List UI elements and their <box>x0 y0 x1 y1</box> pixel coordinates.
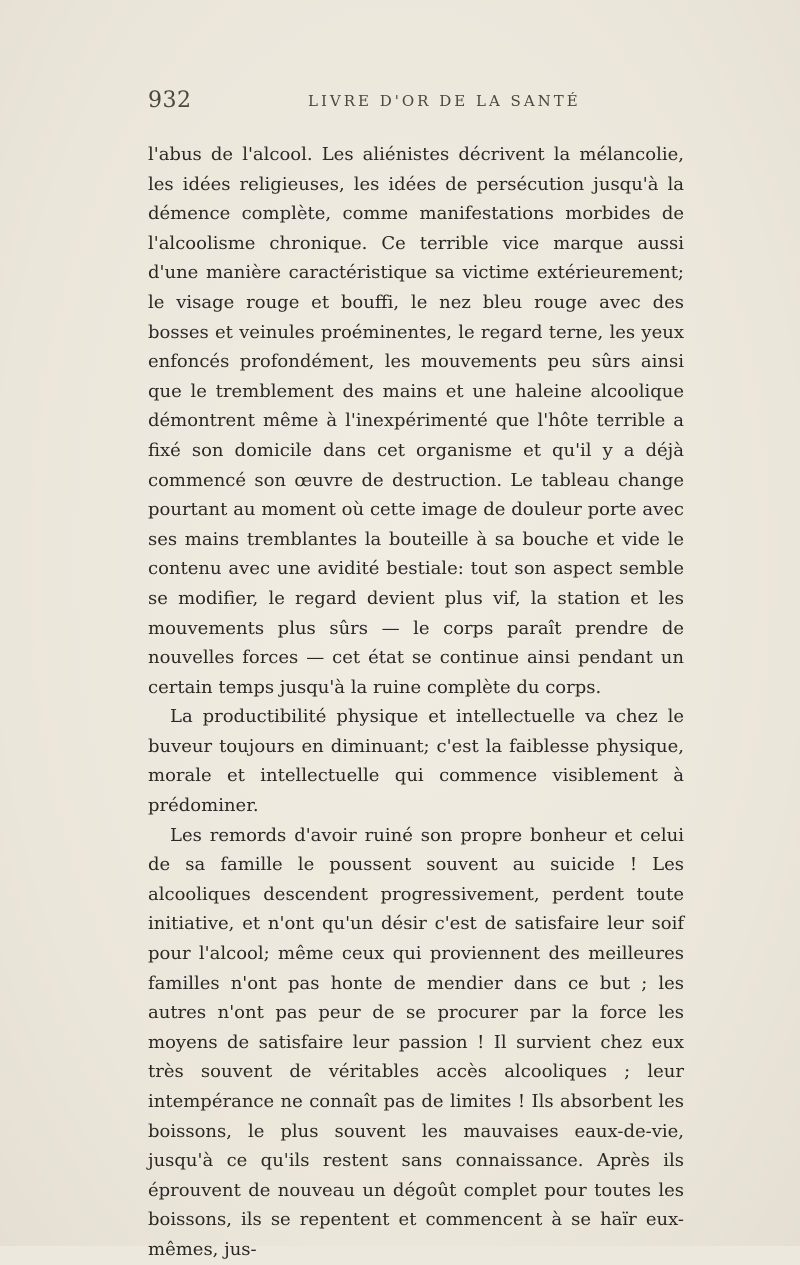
running-title: LIVRE D'OR DE LA SANTÉ <box>308 92 581 110</box>
paragraph-3: Les remords d'avoir ruiné son propre bonheur et celui de sa famille le poussent souvent au suicide ! Les alcooliques descendent progressivement, perdent toute initiative, et n'ont qu'un désir c'est de satisfaire leur soif pour l'alcool; même ceux qui proviennent des meilleures familles n'ont pas honte de mendier dans ce but ; les autres n'ont pas peur de se procurer par la force les moyens de satisfaire leur passion ! Il survient chez eux très souvent de véritables accès alcooliques ; leur intempérance ne connaît pas de limites ! Ils absorbent les boissons, le plus souvent les mauvaises eaux-de-vie, jusqu'à ce qu'ils restent sans connaissance. Après ils éprouvent de nouveau un dégoût complet pour toutes les boissons, ils se repentent et commencent à se haïr eux-mêmes, jus- <box>148 824 684 1260</box>
body-text <box>148 140 684 1265</box>
page-header <box>148 88 684 118</box>
page-number: 932 <box>148 88 192 113</box>
paragraph-1: l'abus de l'alcool. Les aliénistes décrivent la mélancolie, les idées religieuses, les idées de persécution jusqu'à la démence complète, comme manifestations morbides de l'alcoolisme chronique. Ce terrible vice marque aussi d'une manière caractéristique sa victime extérieurement; le visage rouge et bouffi, le nez bleu rouge avec des bosses et veinules proéminentes, le regard terne, les yeux enfoncés profondément, les mouvements peu sûrs ainsi que le tremblement des mains et une haleine alcoolique démontrent même à l'inexpérimenté que l'hôte terrible a fixé son domicile dans cet organisme et qu'il y a déjà commencé son œuvre de destruction. Le tableau change pourtant au moment où cette image de douleur porte avec ses mains tremblantes la bouteille à sa bouche et vide le contenu avec une avidité bestiale: tout son aspect semble se modifier, le regard devient plus vif, la station et les mouvements plus sûrs — le corps paraît prendre de nouvelles forces — cet état se continue ainsi pendant un certain temps jusqu'à la ruine complète du corps. <box>148 144 684 698</box>
paragraph-2: La productibilité physique et intellectuelle va chez le buveur toujours en diminuant; c'est la faiblesse physique, morale et intellectuelle qui commence visiblement à prédominer. <box>148 706 684 817</box>
